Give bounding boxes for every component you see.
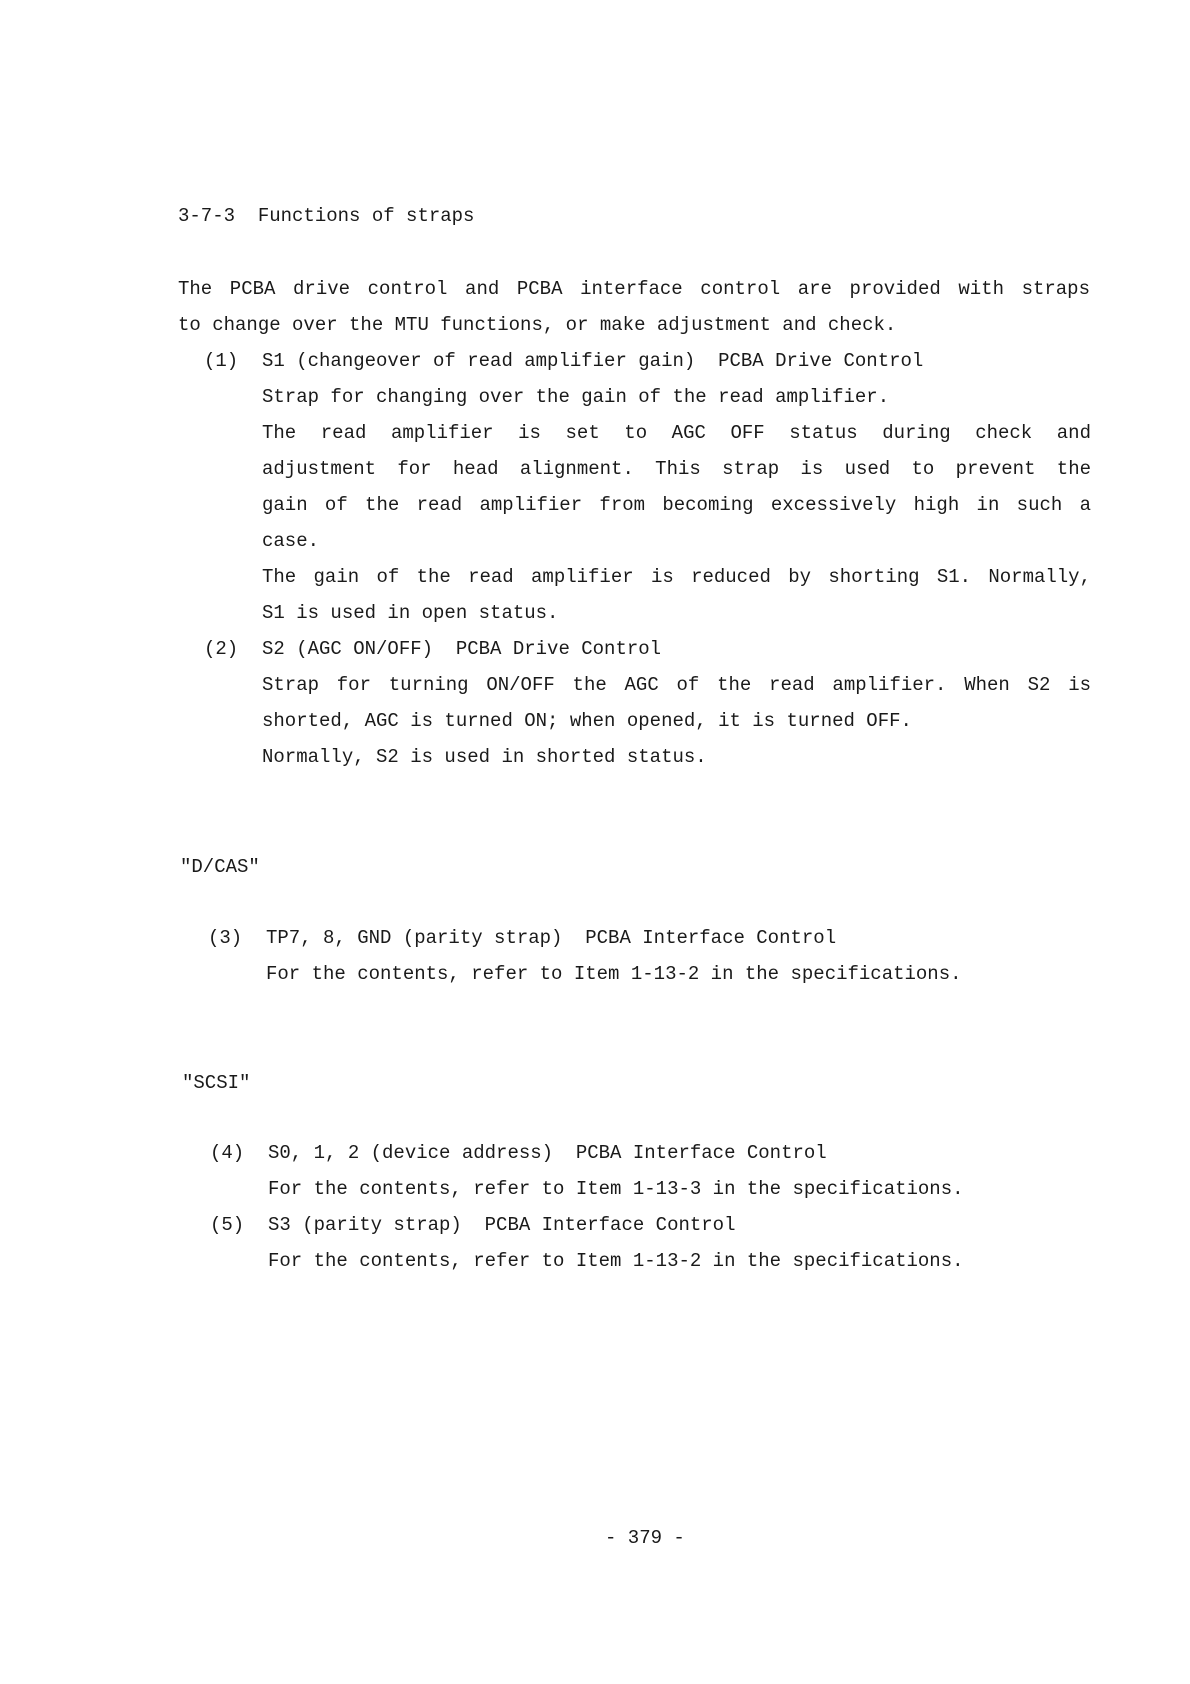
item-4-line-1: For the contents, refer to Item 1-13-3 in the specifications. — [268, 1178, 964, 1200]
item-4-number: (4) — [210, 1142, 245, 1164]
intro-line-1: The PCBA drive control and PCBA interface control are provided with straps — [178, 278, 1090, 300]
item-5-number: (5) — [210, 1214, 245, 1236]
item-3-heading: TP7, 8, GND (parity strap) PCBA Interface Control — [266, 927, 837, 949]
item-4-heading: S0, 1, 2 (device address) PCBA Interface Control — [268, 1142, 827, 1164]
intro-line-2: to change over the MTU functions, or make adjustment and check. — [178, 314, 897, 336]
item-1-line-4: gain of the read amplifier from becoming excessively high in such a — [262, 494, 1091, 516]
item-2-line-1: Strap for turning ON/OFF the AGC of the read amplifier. When S2 is — [262, 674, 1091, 696]
item-2-line-2: shorted, AGC is turned ON; when opened, it is turned OFF. — [262, 710, 912, 732]
item-5-heading: S3 (parity strap) PCBA Interface Control — [268, 1214, 736, 1236]
item-1-line-5: case. — [262, 530, 320, 552]
item-1-line-7: S1 is used in open status. — [262, 602, 559, 624]
item-1-heading: S1 (changeover of read amplifier gain) PCBA Drive Control — [262, 350, 924, 372]
scsi-label: "SCSI" — [182, 1072, 251, 1094]
page-number: - 379 - — [605, 1527, 685, 1549]
section-title: 3-7-3 Functions of straps — [178, 205, 475, 227]
item-1-number: (1) — [204, 350, 239, 372]
item-1-line-2: The read amplifier is set to AGC OFF status during check and — [262, 422, 1091, 444]
item-5-line-1: For the contents, refer to Item 1-13-2 in the specifications. — [268, 1250, 964, 1272]
item-1-line-6: The gain of the read amplifier is reduced by shorting S1. Normally, — [262, 566, 1091, 588]
item-3-number: (3) — [208, 927, 243, 949]
item-2-line-3: Normally, S2 is used in shorted status. — [262, 746, 707, 768]
item-1-line-3: adjustment for head alignment. This strap is used to prevent the — [262, 458, 1091, 480]
item-3-line-1: For the contents, refer to Item 1-13-2 in the specifications. — [266, 963, 962, 985]
item-1-line-1: Strap for changing over the gain of the read amplifier. — [262, 386, 890, 408]
dcas-label: "D/CAS" — [180, 856, 260, 878]
item-2-number: (2) — [204, 638, 239, 660]
item-2-heading: S2 (AGC ON/OFF) PCBA Drive Control — [262, 638, 662, 660]
